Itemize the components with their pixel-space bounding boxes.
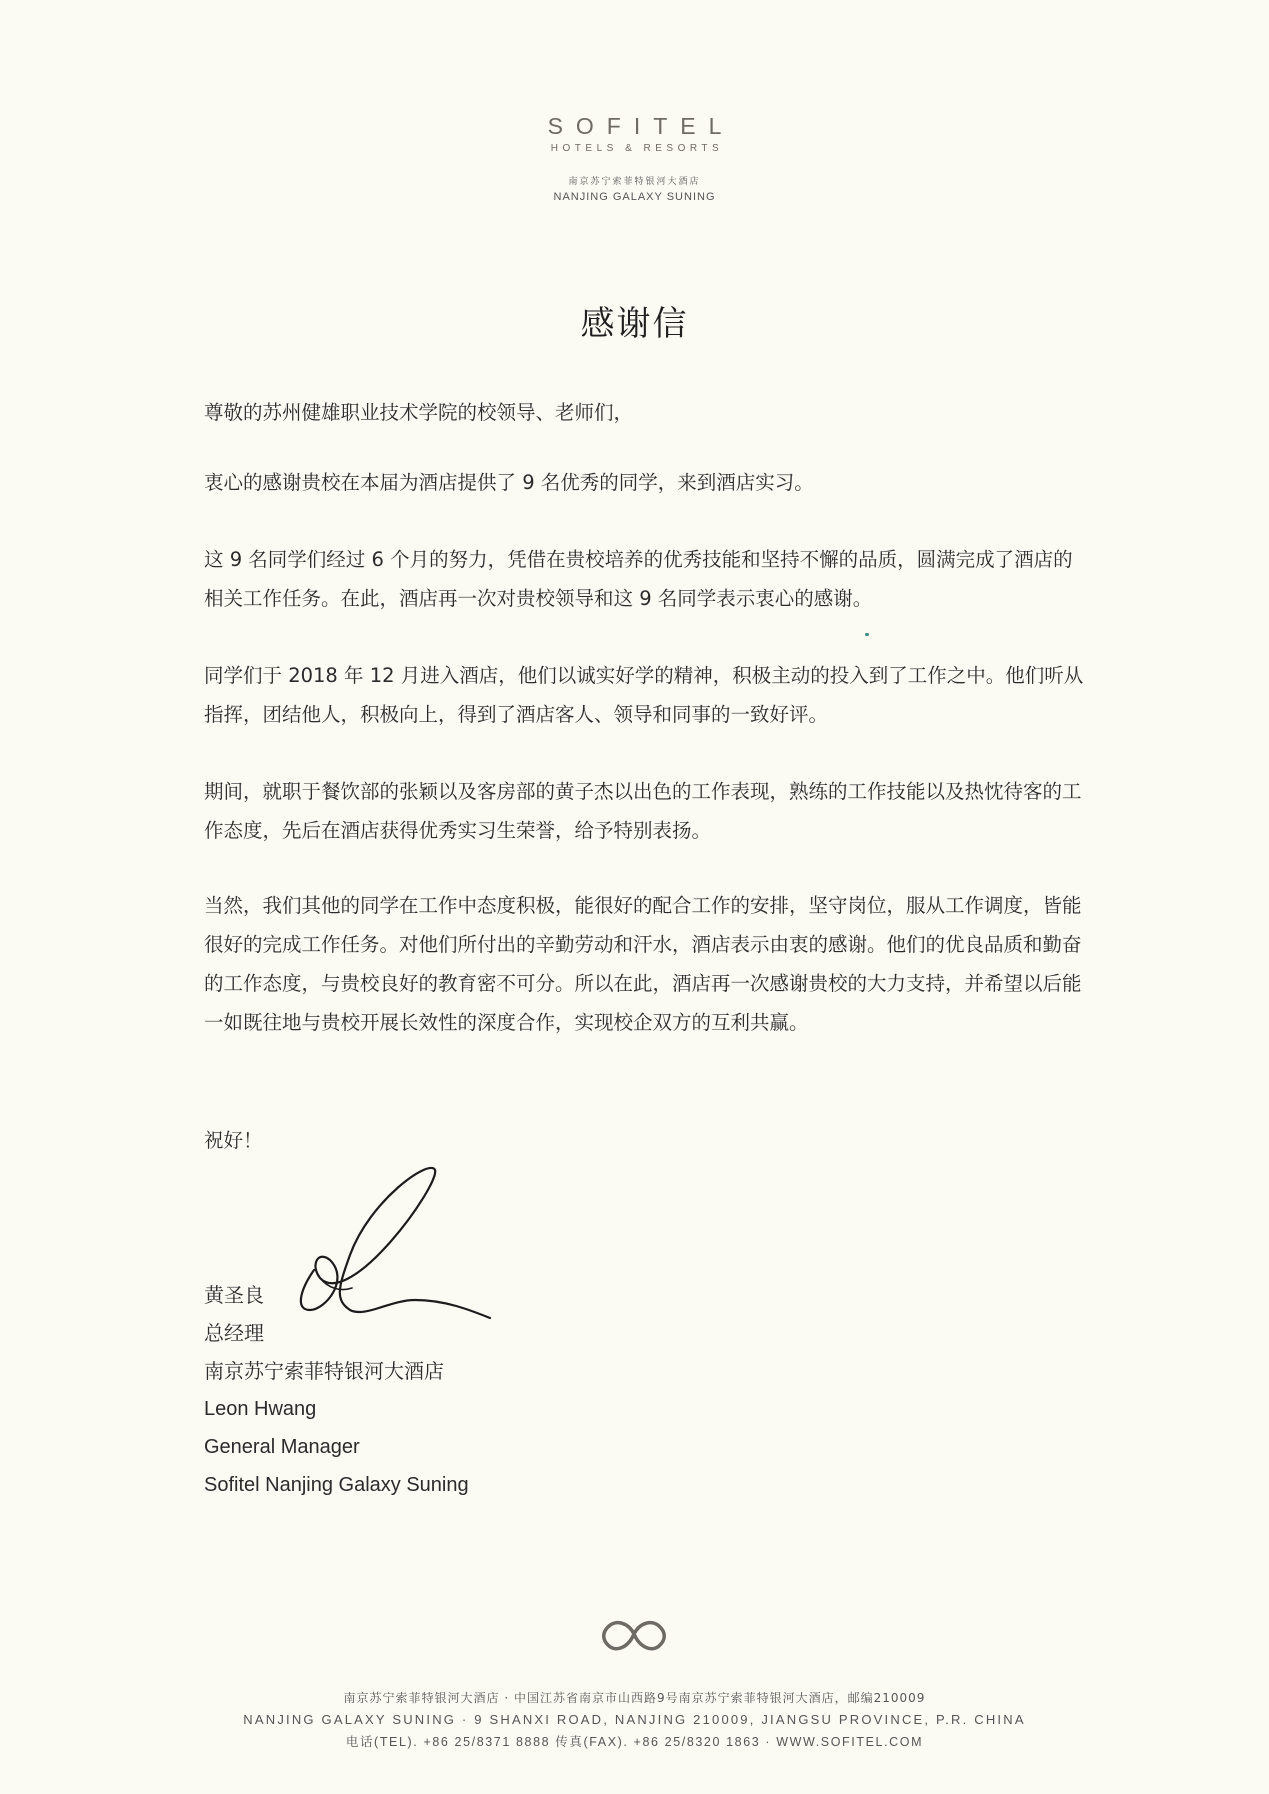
paragraph-4: 期间，就职于餐饮部的张颖以及客房部的黄子杰以出色的工作表现，熟练的工作技能以及热忱待客的工作态度，先后在酒店获得优秀实习生荣誉，给予特别表扬。 xyxy=(204,780,1082,842)
paragraph-3: 同学们于 2018 年 12 月进入酒店，他们以诚实好学的精神，积极主动的投入到了工作之中。他们听从指挥，团结他人，积极向上，得到了酒店客人、领导和同事的一致好评。 xyxy=(204,664,1084,726)
signature-block xyxy=(204,1276,469,1504)
ink-speck xyxy=(865,633,869,636)
footer-contact: 电话(TEL). +86 25/8371 8888 传真(FAX). +86 25/8320 1863 · WWW.SOFITEL.COM xyxy=(345,1735,924,1749)
signatory-name-cn: 黄圣良 xyxy=(204,1283,264,1307)
hotel-name-en: NANJING GALAXY SUNING xyxy=(553,191,716,203)
salutation: 尊敬的苏州健雄职业技术学院的校领导、老师们， xyxy=(204,401,634,424)
footer-address-en: NANJING GALAXY SUNING · 9 SHANXI ROAD, NANJING 210009, JIANGSU PROVINCE, P.R. CHINA xyxy=(243,1712,1026,1727)
paragraph-2: 这 9 名同学们经过 6 个月的努力，凭借在贵校培养的优秀技能和坚持不懈的品质，圆满完成了酒店的相关工作任务。在此，酒店再一次对贵校领导和这 9 名同学表示衷心的感谢。 xyxy=(204,548,1073,610)
letter-title: 感谢信 xyxy=(580,304,689,344)
signatory-title-en: General Manager xyxy=(204,1436,360,1458)
letter-footer xyxy=(0,1690,1269,1751)
brand-name: SOFITEL xyxy=(547,113,735,139)
letterhead xyxy=(0,112,1269,204)
closing: 祝好！ xyxy=(204,1129,263,1152)
signatory-org-cn: 南京苏宁索菲特银河大酒店 xyxy=(204,1359,444,1383)
sofitel-rings-icon xyxy=(598,1614,670,1654)
brand-tagline: HOTELS & RESORTS xyxy=(550,143,724,154)
signatory-title-cn: 总经理 xyxy=(204,1321,264,1345)
paragraph-1: 衷心的感谢贵校在本届为酒店提供了 9 名优秀的同学，来到酒店实习。 xyxy=(204,471,814,494)
signatory-org-en: Sofitel Nanjing Galaxy Suning xyxy=(204,1474,469,1496)
hotel-name-cn: 南京苏宁索菲特银河大酒店 xyxy=(568,177,701,187)
paragraph-5: 当然，我们其他的同学在工作中态度积极，能很好的配合工作的安排，坚守岗位，服从工作调度，皆能很好的完成工作任务。对他们所付出的辛勤劳动和汗水，酒店表示由衷的感谢。他们的优良品质和勤奋的工作态度，与贵校良好的教育密不可分。所以在此，酒店再一次感谢贵校的大力支持，并希望以后能一如既往地与贵校开展长效性的深度合作，实现校企双方的互利共赢。 xyxy=(204,894,1082,1034)
footer-address-cn: 南京苏宁索菲特银河大酒店 · 中国江苏省南京市山西路9号南京苏宁索菲特银河大酒店，邮编210009 xyxy=(343,1691,926,1705)
signatory-name-en: Leon Hwang xyxy=(204,1398,317,1420)
